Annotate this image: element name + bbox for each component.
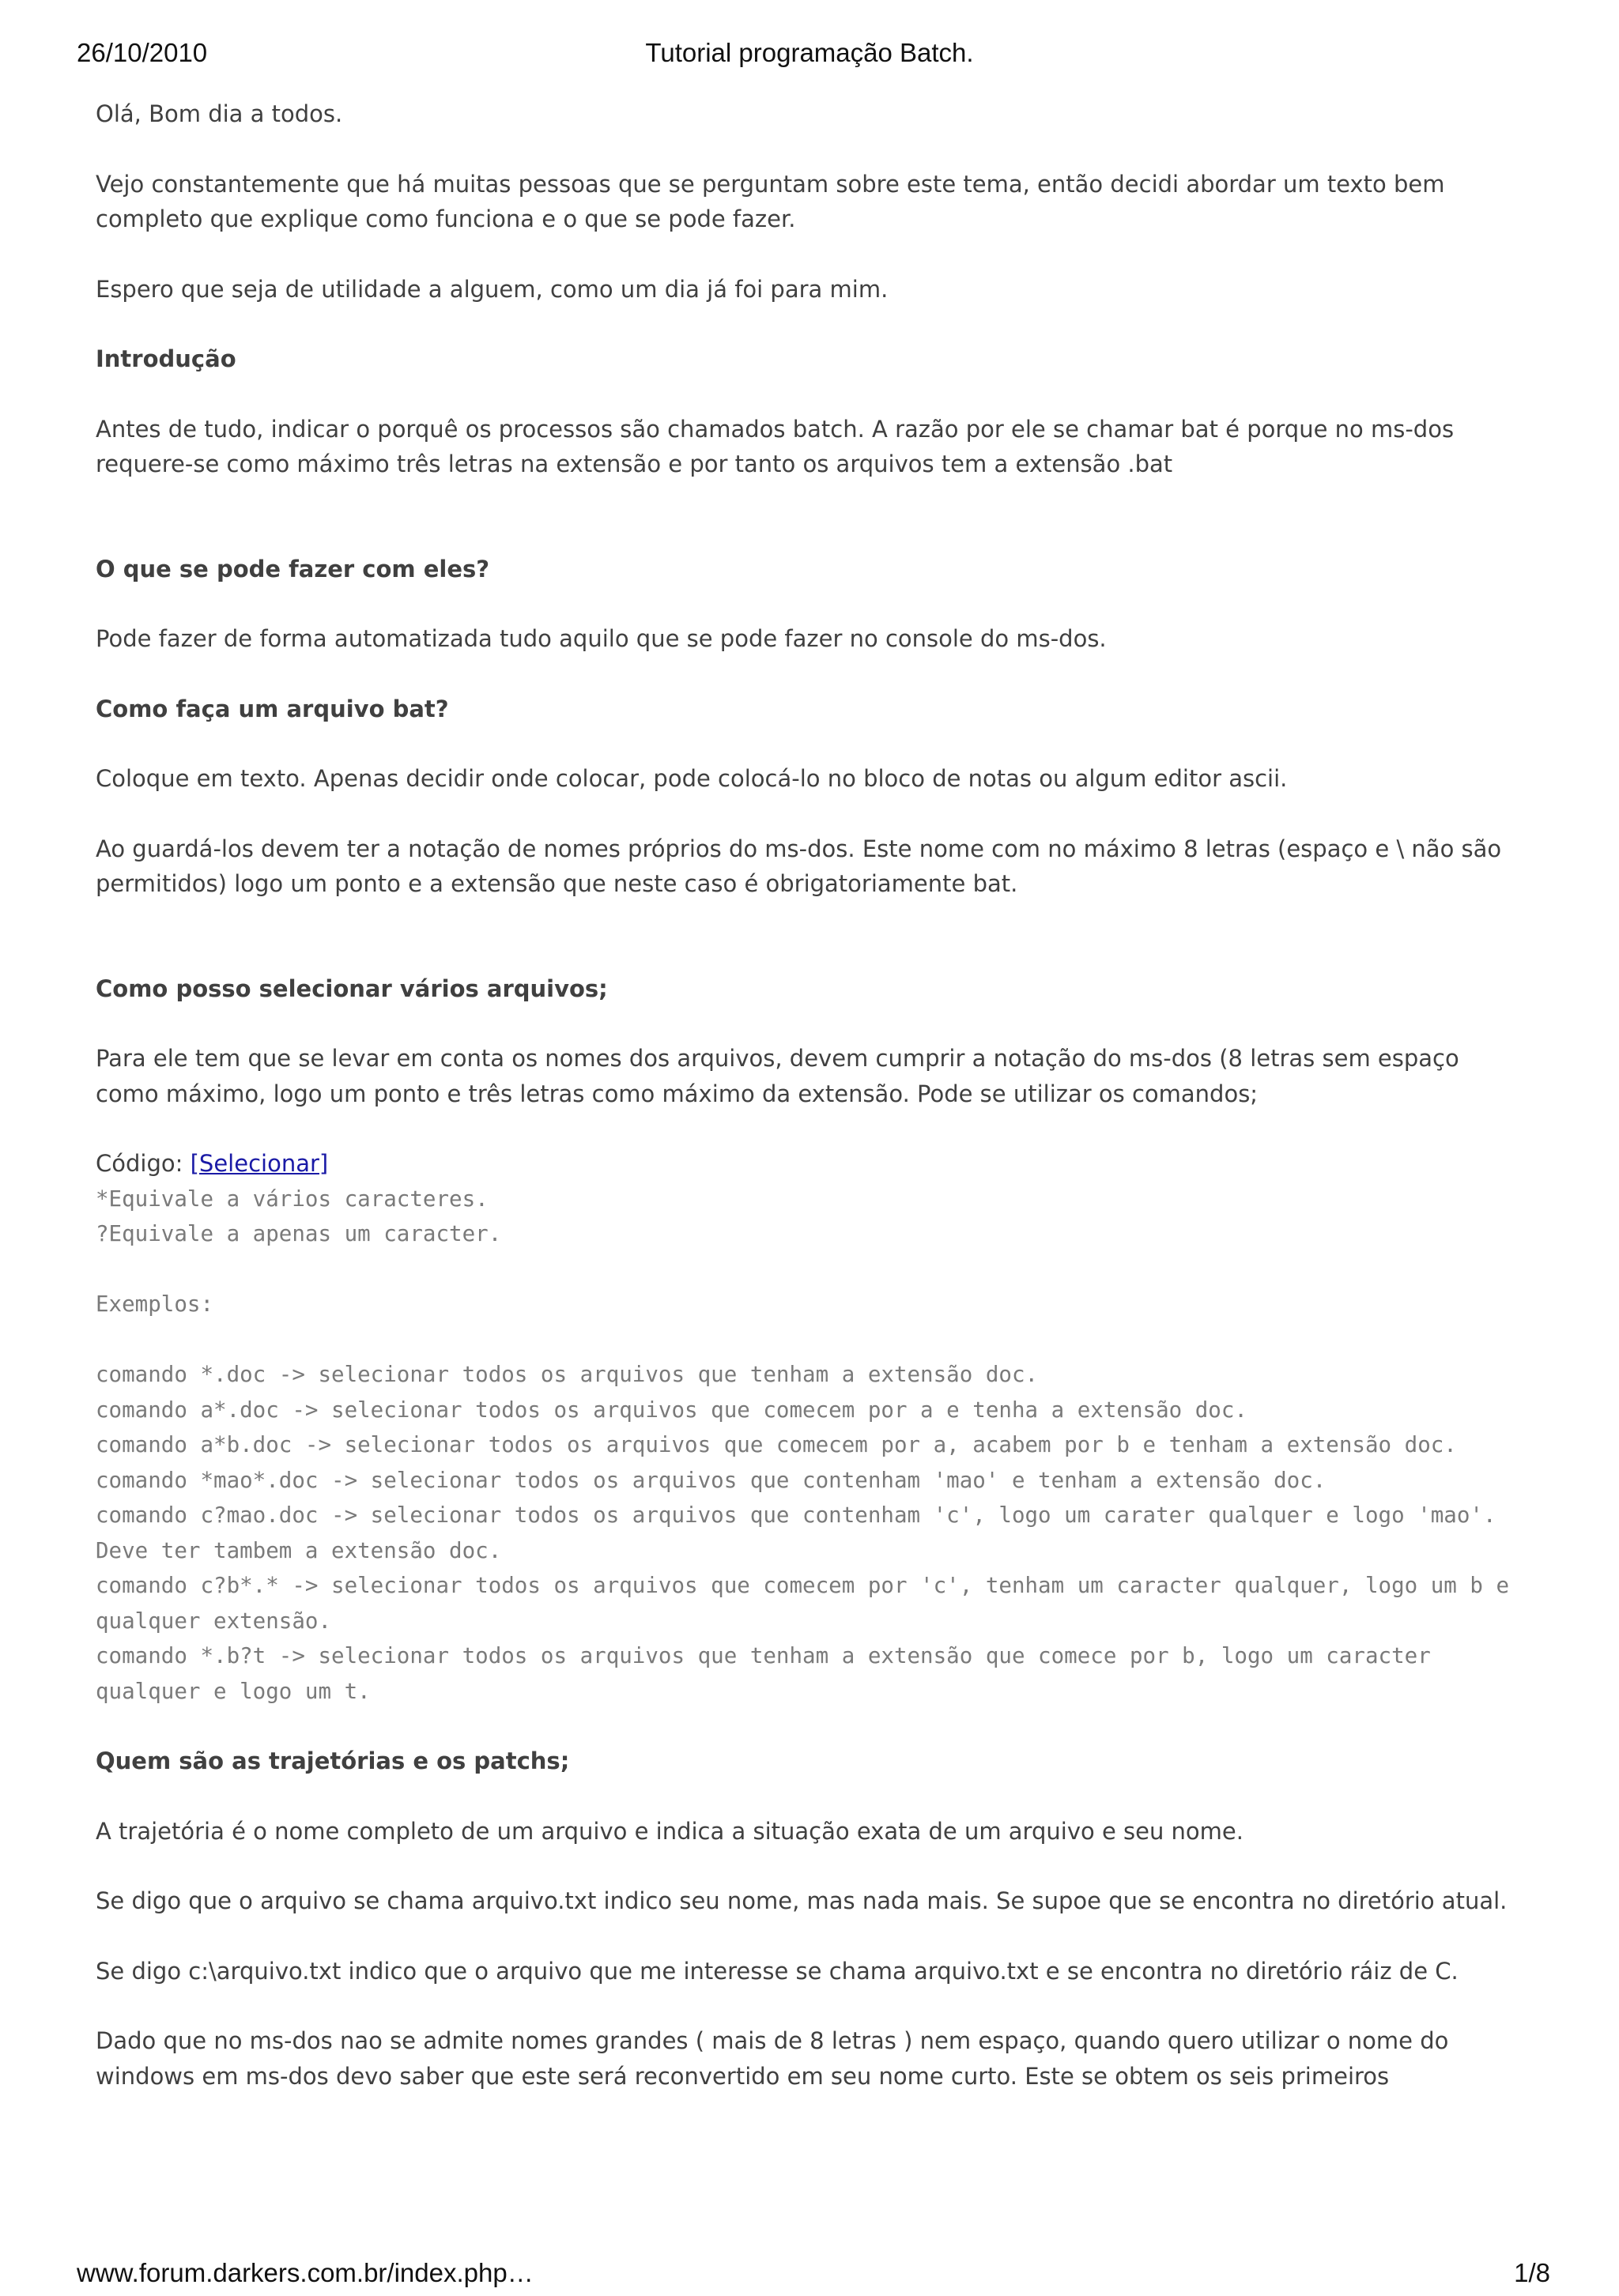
code-line: comando *.b?t -> selecionar todos os arquivos que tenham a extensão que comece por b, logo um caracter qualquer e logo um t.: [96, 1643, 1444, 1704]
code-line: comando a*b.doc -> selecionar todos os arquivos que comecem por a, acabem por b e tenham a extensão doc.: [96, 1432, 1457, 1457]
heading-introducao: Introdução: [96, 345, 236, 372]
header-title: Tutorial programação Batch.: [645, 38, 974, 67]
code-line: comando c?b*.* -> selecionar todos os arquivos que comecem por 'c', tenham um caracter qualquer, logo um b e qualquer extensão.: [96, 1573, 1523, 1634]
fazer-paragraph: Pode fazer de forma automatizada tudo aquilo que se pode fazer no console do ms-dos.: [96, 625, 1107, 652]
spacer: [96, 937, 1523, 971]
code-blank-line: [96, 1252, 1523, 1287]
como-faca-paragraph-1: Coloque em texto. Apenas decidir onde colocar, pode colocá-lo no bloco de notas ou algum editor ascii.: [96, 765, 1288, 792]
como-faca-paragraph-2: Ao guardá-los devem ter a notação de nomes próprios do ms-dos. Este nome com no máximo 8 letras (espaço e \ não são permitidos) logo um ponto e a extensão que neste caso é obrigatoriamente bat.: [96, 835, 1502, 897]
footer-url: www.forum.darkers.com.br/index.php…: [77, 2258, 534, 2287]
code-line: comando c?mao.doc -> selecionar todos os arquivos que contenham 'c', logo um carater qualquer e logo 'mao'. Deve ter tambem a extensão doc.: [96, 1502, 1510, 1563]
select-code-link[interactable]: [Selecionar]: [190, 1150, 329, 1177]
code-line: *Equivale a vários caracteres.: [96, 1186, 489, 1212]
page-number: 1/8: [1514, 2258, 1550, 2287]
heading-trajetorias: Quem são as trajetórias e os patchs;: [96, 1747, 570, 1774]
trajetorias-paragraph-2: Se digo que o arquivo se chama arquivo.txt indico seu nome, mas nada mais. Se supoe que se encontra no diretório atual.: [96, 1887, 1508, 1914]
trajetorias-paragraph-3: Se digo c:\arquivo.txt indico que o arquivo que me interesse se chama arquivo.txt e se encontra no diretório ráiz de C.: [96, 1957, 1459, 1985]
introducao-paragraph: Antes de tudo, indicar o porquê os processos são chamados batch. A razão por ele se chamar bat é porque no ms-dos requere-se como máximo três letras na extensão e por tanto os arquivos tem a extensão .bat: [96, 415, 1455, 477]
intro-paragraph-2: Espero que seja de utilidade a alguem, como um dia já foi para mim.: [96, 275, 889, 303]
code-blank-line: [96, 1322, 1523, 1358]
trajetorias-paragraph-4: Dado que no ms-dos nao se admite nomes grandes ( mais de 8 letras ) nem espaço, quando quero utilizar o nome do windows em ms-dos devo saber que este será reconvertido em seu nome curto. Este se obtem os seis primeiros: [96, 2027, 1449, 2090]
code-line: ?Equivale a apenas um caracter.: [96, 1221, 502, 1246]
heading-como-faca: Como faça um arquivo bat?: [96, 695, 449, 722]
code-label-text: Código:: [96, 1150, 191, 1177]
code-line: comando a*.doc -> selecionar todos os arquivos que comecem por a e tenha a extensão doc.: [96, 1397, 1247, 1423]
heading-o-que-fazer: O que se pode fazer com eles?: [96, 555, 490, 582]
heading-selecionar: Como posso selecionar vários arquivos;: [96, 975, 608, 1002]
trajetorias-paragraph-1: A trajetória é o nome completo de um arquivo e indica a situação exata de um arquivo e seu nome.: [96, 1817, 1243, 1845]
code-label: [96, 1146, 1523, 1182]
code-line: comando *.doc -> selecionar todos os arquivos que tenham a extensão doc.: [96, 1362, 1039, 1387]
intro-paragraph-1: Vejo constantemente que há muitas pessoas que se perguntam sobre este tema, então decidi abordar um texto bem completo que explique como funciona e o que se pode fazer.: [96, 170, 1445, 232]
selecionar-paragraph: Para ele tem que se levar em conta os nomes dos arquivos, devem cumprir a notação do ms-dos (8 letras sem espaço como máximo, logo um ponto e três letras como máximo da extensão. Pode se utilizar os comandos;: [96, 1045, 1459, 1107]
spacer: [96, 517, 1523, 552]
page-header: [0, 38, 1619, 76]
greeting: Olá, Bom dia a todos.: [96, 100, 343, 127]
code-block: [96, 1182, 1523, 1710]
code-line: Exemplos:: [96, 1291, 214, 1317]
post-body: [96, 96, 1523, 2128]
code-line: comando *mao*.doc -> selecionar todos os arquivos que contenham 'mao' e tenham a extensão doc.: [96, 1467, 1327, 1493]
header-date: 26/10/2010: [77, 38, 208, 67]
